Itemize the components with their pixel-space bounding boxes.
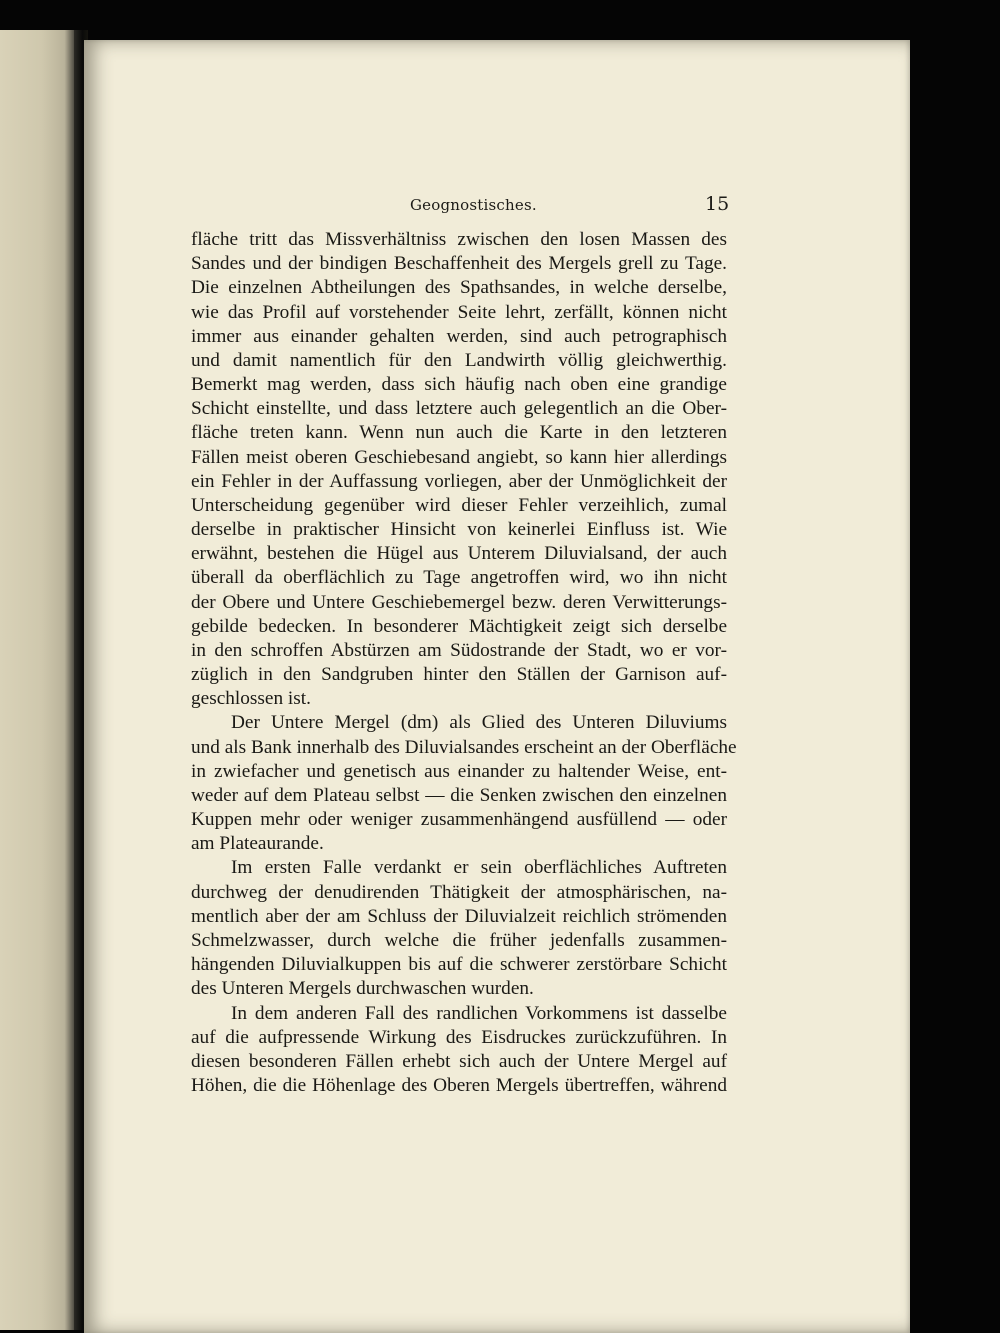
text-line: Unterscheidung gegenüber wird dieser Fehler verzeihlich, zumal	[191, 494, 727, 516]
text-line: gebilde bedecken. In besonderer Mächtigkeit zeigt sich derselbe	[191, 615, 727, 637]
text-line: Der Untere Mergel (dm) als Glied des Unteren Diluviums	[231, 712, 727, 734]
text-line: wie das Profil auf vorstehender Seite lehrt, zerfällt, können nicht	[191, 301, 727, 323]
text-line: Höhen, die die Höhenlage des Oberen Mergels übertreffen, während	[191, 1075, 727, 1097]
text-line: mentlich aber der am Schluss der Diluvialzeit reichlich strömenden	[191, 905, 727, 927]
facing-page-edge	[0, 30, 76, 1330]
text-line: Kuppen mehr oder weniger zusammenhängend ausfüllend — oder	[191, 809, 727, 831]
text-line: der Obere und Untere Geschiebemergel bezw. deren Verwitterungs-	[191, 591, 727, 613]
text-line: erwähnt, bestehen die Hügel aus Unterem Diluvialsand, der auch	[191, 543, 727, 565]
running-head	[84, 193, 910, 220]
text-line: fläche tritt das Missverhältniss zwischen den losen Massen des	[191, 229, 727, 250]
text-line: und als Bank innerhalb des Diluvialsandes erscheint an der Oberfläche	[191, 736, 737, 758]
text-line: hängenden Diluvialkuppen bis auf die schwerer zerstörbare Schicht	[191, 954, 727, 976]
text-line: derselbe in praktischer Hinsicht von keinerlei Einfluss ist. Wie	[191, 519, 727, 541]
text-line: Bemerkt mag werden, dass sich häufig nach oben eine grandige	[191, 374, 727, 396]
text-line: Schmelzwasser, durch welche die früher jedenfalls zusammen-	[191, 929, 727, 951]
text-line: am Plateaurande.	[191, 833, 324, 855]
text-line: in den schroffen Abstürzen am Südostrande der Stadt, wo er vor-	[191, 639, 727, 661]
text-line: Die einzelnen Abtheilungen des Spathsandes, in welche derselbe,	[191, 277, 727, 299]
text-line: in zwiefacher und genetisch aus einander zu haltender Weise, ent-	[191, 760, 727, 782]
text-line: Fällen meist oberen Geschiebesand angiebt, so kann hier allerdings	[191, 446, 727, 468]
text-line: überall da oberflächlich zu Tage angetroffen wird, wo ihn nicht	[191, 567, 727, 589]
text-line: auf die aufpressende Wirkung des Eisdruckes zurückzuführen. In	[191, 1026, 727, 1048]
text-line: durchweg der denudirenden Thätigkeit der atmosphärischen, na-	[191, 881, 727, 903]
text-line: züglich in den Sandgruben hinter den Ställen der Garnison auf-	[191, 664, 727, 686]
text-line: ein Fehler in der Auffassung vorliegen, aber der Unmöglichkeit der	[191, 470, 727, 492]
text-line: und damit namentlich für den Landwirth völlig gleichwerthig.	[191, 349, 727, 371]
body-text	[191, 228, 737, 1098]
text-line: Sandes und der bindigen Beschaffenheit des Mergels grell zu Tage.	[191, 253, 727, 275]
running-head-title: Geognostisches.	[410, 196, 537, 214]
text-line: immer aus einander gehalten werden, sind auch petrographisch	[191, 325, 727, 347]
page-number: 15	[705, 193, 730, 215]
text-line: weder auf dem Plateau selbst — die Senken zwischen den einzelnen	[191, 784, 727, 806]
text-line: des Unteren Mergels durchwaschen wurden.	[191, 978, 534, 1000]
text-line: Schicht einstellte, und dass letztere auch gelegentlich an die Ober-	[191, 398, 727, 420]
text-line: Im ersten Falle verdankt er sein oberflächliches Auftreten	[231, 857, 727, 879]
text-line: In dem anderen Fall des randlichen Vorkommens ist dasselbe	[231, 1002, 727, 1024]
text-line: geschlossen ist.	[191, 688, 311, 710]
text-line: diesen besonderen Fällen erhebt sich auch der Untere Mergel auf	[191, 1050, 727, 1072]
text-line: fläche treten kann. Wenn nun auch die Karte in den letzteren	[191, 422, 727, 444]
